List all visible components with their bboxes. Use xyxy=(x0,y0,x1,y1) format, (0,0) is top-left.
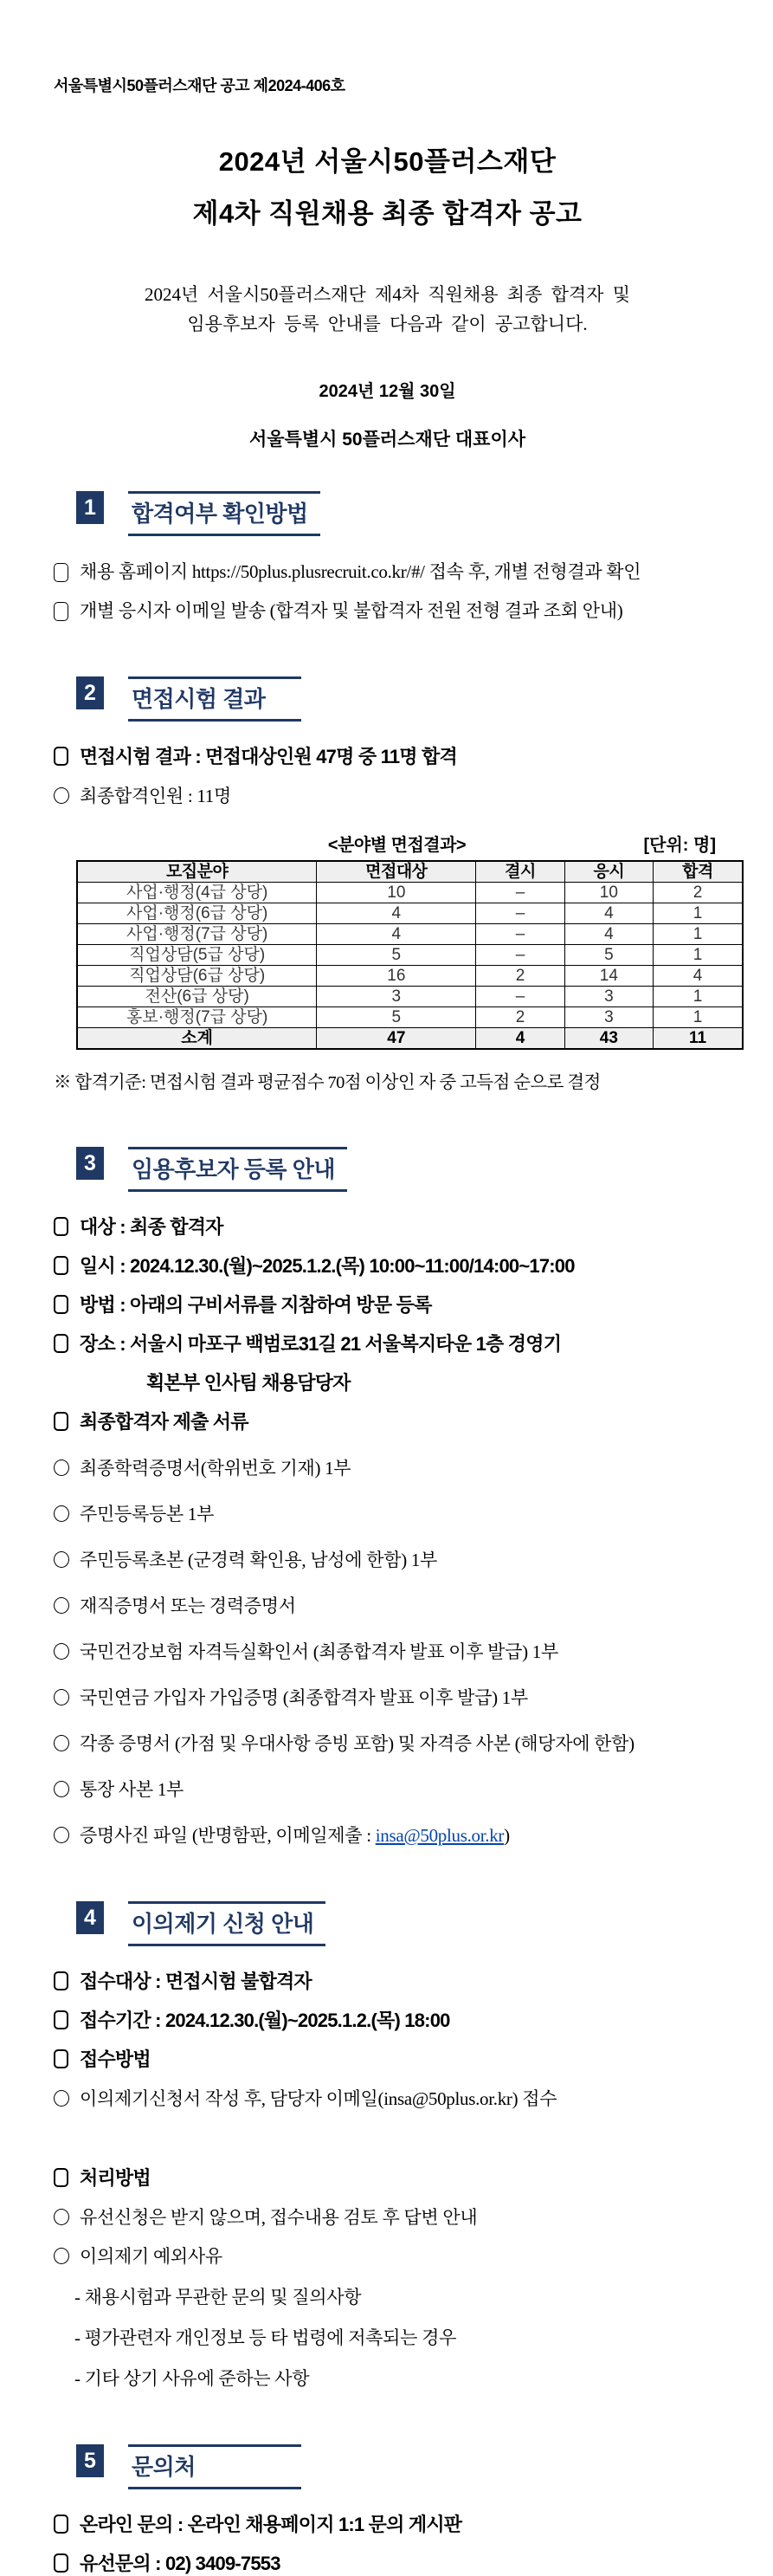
item-text: 이의제기신청서 작성 후, 담당자 이메일(insa@50plus.or.kr) 접수 xyxy=(80,2088,557,2109)
cell: 5 xyxy=(564,945,653,966)
section-header-1 xyxy=(76,491,721,536)
table-row xyxy=(77,924,743,945)
section-title: 합격여부 확인방법 xyxy=(128,491,320,536)
announcement-signer: 서울특별시 50플러스재단 대표이사 xyxy=(248,430,526,450)
document-item xyxy=(54,1640,721,1664)
cell: 사업·행정(7급 상당) xyxy=(77,924,317,945)
column-header: 면접대상 xyxy=(317,861,476,883)
photo-file-item xyxy=(54,1823,721,1848)
item-text: 유선신청은 받지 않으며, 접수내용 검토 후 답변 안내 xyxy=(80,2207,478,2228)
cell: 2 xyxy=(476,1007,564,1028)
document-item xyxy=(54,1686,721,1710)
checkbox-bullet-icon xyxy=(54,2049,68,2068)
online-inquiry-item xyxy=(54,2513,721,2537)
cell: 10 xyxy=(564,883,653,903)
circle-bullet-icon xyxy=(54,2248,69,2264)
table-row xyxy=(77,903,743,924)
column-header: 응시 xyxy=(564,861,653,883)
cell: 4 xyxy=(317,924,476,945)
document-item xyxy=(54,1777,721,1802)
item-text: 온라인 문의 : 온라인 채용페이지 1:1 문의 게시판 xyxy=(80,2514,462,2535)
table-row xyxy=(77,987,743,1007)
table-unit-label: [단위: 명] xyxy=(643,836,716,855)
item-text: 최종합격자 제출 서류 xyxy=(80,1411,248,1433)
checkbox-bullet-icon xyxy=(54,1971,68,1990)
item-text: 채용 홈페이지 https://50plus.plusrecruit.co.kr/#/ 접속 후, 개별 전형결과 확인 xyxy=(80,561,641,582)
list-item xyxy=(54,2244,721,2269)
cell: 사업·행정(6급 상당) xyxy=(77,903,317,924)
circle-bullet-icon xyxy=(54,1505,69,1522)
item-text: 일시 : 2024.12.30.(월)~2025.1.2.(목) 10:00~11:00/14:00~17:00 xyxy=(80,1255,575,1277)
phone-inquiry-item xyxy=(54,2552,721,2576)
table-header-row xyxy=(77,861,743,883)
circle-bullet-icon xyxy=(54,2090,69,2107)
section-number-badge: 4 xyxy=(76,1901,104,1934)
cell: 4 xyxy=(564,924,653,945)
circle-bullet-icon xyxy=(54,1781,69,1797)
item-text: 재직증명서 또는 경력증명서 xyxy=(80,1595,296,1616)
document-title-line2: 제4차 직원채용 최종 합격자 공고 xyxy=(192,198,583,229)
circle-bullet-icon xyxy=(54,2209,69,2225)
cell: 3 xyxy=(564,1007,653,1028)
list-item xyxy=(54,1215,721,1239)
cell: 직업상담(6급 상당) xyxy=(77,966,317,987)
notice-number: 서울특별시50플러스재단 공고 제2024-406호 xyxy=(54,77,345,94)
checkbox-bullet-icon xyxy=(54,2515,68,2534)
email-link[interactable]: insa@50plus.or.kr xyxy=(375,1825,505,1846)
list-item xyxy=(54,1293,721,1317)
circle-bullet-icon xyxy=(54,1597,69,1614)
column-header: 합격 xyxy=(654,861,743,883)
checkbox-bullet-icon xyxy=(54,602,68,621)
item-text: 접수방법 xyxy=(80,2049,151,2070)
list-item xyxy=(54,2087,721,2111)
table-row xyxy=(77,883,743,903)
cell: – xyxy=(476,945,564,966)
list-item xyxy=(54,1254,721,1278)
section-number-badge: 1 xyxy=(76,491,104,524)
final-count-line xyxy=(54,784,721,808)
cell: 1 xyxy=(654,945,743,966)
table-row xyxy=(77,945,743,966)
cell: 4 xyxy=(564,903,653,924)
cell: 사업·행정(4급 상당) xyxy=(77,883,317,903)
item-text: 국민건강보험 자격득실확인서 (최종합격자 발표 이후 발급) 1부 xyxy=(80,1641,558,1662)
pass-criteria-note: ※ 합격기준: 면접시험 결과 평균점수 70점 이상인 자 중 고득점 순으로 결정 xyxy=(54,1073,601,1092)
item-text xyxy=(80,1823,510,1848)
document-item xyxy=(54,1731,721,1756)
table-subtotal-row xyxy=(77,1028,743,1050)
cell: – xyxy=(476,987,564,1007)
cell: 2 xyxy=(476,966,564,987)
checkbox-bullet-icon xyxy=(54,2010,68,2029)
document-item xyxy=(54,1548,721,1572)
circle-bullet-icon xyxy=(54,1735,69,1751)
cell: 1 xyxy=(654,987,743,1007)
cell: 5 xyxy=(317,1007,476,1028)
checkbox-bullet-icon xyxy=(54,1412,68,1431)
table-caption-row xyxy=(76,831,718,853)
document-title-line1: 2024년 서울시50플러스재단 xyxy=(218,146,557,177)
list-item xyxy=(54,2205,721,2230)
column-header: 결시 xyxy=(476,861,564,883)
cell: – xyxy=(476,903,564,924)
place-second-line: 획본부 인사팀 채용담당자 xyxy=(146,1372,351,1394)
cell: 전산(6급 상당) xyxy=(77,987,317,1007)
list-item xyxy=(54,2048,721,2072)
cell: 14 xyxy=(564,966,653,987)
cell: 1 xyxy=(654,924,743,945)
table-row xyxy=(77,1007,743,1028)
cell: 4 xyxy=(317,903,476,924)
list-item xyxy=(54,560,721,584)
section-title: 면접시험 결과 xyxy=(128,676,301,722)
item-text: 최종합격인원 : 11명 xyxy=(80,786,231,806)
cell: 직업상담(5급 상당) xyxy=(77,945,317,966)
list-item xyxy=(54,599,721,623)
cell: 홍보·행정(7급 상당) xyxy=(77,1007,317,1028)
photo-text-suffix: ) xyxy=(504,1825,510,1846)
section-title: 문의처 xyxy=(128,2444,301,2489)
item-text: 접수대상 : 면접시험 불합격자 xyxy=(80,1971,312,1992)
circle-bullet-icon xyxy=(54,787,69,804)
section-header-5 xyxy=(76,2444,721,2489)
item-text: 이의제기 예외사유 xyxy=(80,2246,222,2267)
item-text: 처리방법 xyxy=(80,2167,151,2189)
section-title: 임용후보자 등록 안내 xyxy=(128,1147,347,1192)
list-item xyxy=(54,1410,721,1434)
cell: 10 xyxy=(317,883,476,903)
intro-line1: 2024년 서울시50플러스재단 제4차 직원채용 최종 합격자 및 xyxy=(144,284,630,305)
cell: 1 xyxy=(654,1007,743,1028)
document-title xyxy=(54,136,721,240)
item-text: 최종학력증명서(학위번호 기재) 1부 xyxy=(80,1458,351,1479)
cell: 1 xyxy=(654,903,743,924)
item-text: 접수기간 : 2024.12.30.(월)~2025.1.2.(목) 18:00 xyxy=(80,2010,450,2031)
section-title: 이의제기 신청 안내 xyxy=(128,1901,325,1946)
circle-bullet-icon xyxy=(54,1689,69,1705)
checkbox-bullet-icon xyxy=(54,1334,68,1353)
intro-line2: 임용후보자 등록 안내를 다음과 같이 공고합니다. xyxy=(187,314,588,334)
exception-item: - 평가관련자 개인정보 등 타 법령에 저촉되는 경우 xyxy=(74,2327,457,2348)
item-text: 국민연금 가입자 가입증명 (최종합격자 발표 이후 발급) 1부 xyxy=(80,1687,528,1708)
item-text: 개별 응시자 이메일 발송 (합격자 및 불합격자 전원 전형 결과 조회 안내) xyxy=(80,600,623,621)
circle-bullet-icon xyxy=(54,1643,69,1660)
column-header: 모집분야 xyxy=(77,861,317,883)
interview-result-table xyxy=(76,860,744,1050)
cell: 2 xyxy=(654,883,743,903)
circle-bullet-icon xyxy=(54,1551,69,1568)
list-item xyxy=(54,1970,721,1994)
interview-result-line xyxy=(54,745,721,769)
intro-paragraph xyxy=(54,280,721,339)
item-text: 대상 : 최종 합격자 xyxy=(80,1216,223,1238)
cell: 16 xyxy=(317,966,476,987)
exception-item: - 채용시험과 무관한 문의 및 질의사항 xyxy=(74,2287,362,2307)
document-item xyxy=(54,1456,721,1480)
cell: 3 xyxy=(564,987,653,1007)
item-text: 주민등록초본 (군경력 확인용, 남성에 한함) 1부 xyxy=(80,1550,438,1570)
document-item xyxy=(54,1502,721,1526)
item-text: 면접시험 결과 : 면접대상인원 47명 중 11명 합격 xyxy=(80,746,457,767)
item-text: 주민등록등본 1부 xyxy=(80,1504,215,1524)
item-text: 장소 : 서울시 마포구 백범로31길 21 서울복지타운 1층 경영기 xyxy=(80,1333,562,1355)
photo-text-prefix: 증명사진 파일 (반명함판, 이메일제출 : xyxy=(80,1825,376,1846)
announcement-date: 2024년 12월 30일 xyxy=(319,382,456,401)
checkbox-bullet-icon xyxy=(54,1217,68,1236)
list-item xyxy=(54,2009,721,2033)
cell: 43 xyxy=(564,1028,653,1050)
cell: 47 xyxy=(317,1028,476,1050)
cell: 3 xyxy=(317,987,476,1007)
section-number-badge: 2 xyxy=(76,676,104,709)
checkbox-bullet-icon xyxy=(54,2553,68,2573)
circle-bullet-icon xyxy=(54,1827,69,1843)
section-header-3 xyxy=(76,1147,721,1192)
section-header-4 xyxy=(76,1901,721,1946)
checkbox-bullet-icon xyxy=(54,1256,68,1275)
checkbox-bullet-icon xyxy=(54,1295,68,1314)
cell: 소계 xyxy=(77,1028,317,1050)
cell: 5 xyxy=(317,945,476,966)
table-caption: <분야별 면접결과> xyxy=(327,836,467,855)
item-text: 각종 증명서 (가점 및 우대사항 증빙 포함) 및 자격증 사본 (해당자에 한함) xyxy=(80,1733,635,1754)
item-text: 방법 : 아래의 구비서류를 지참하여 방문 등록 xyxy=(80,1294,432,1316)
section-header-2 xyxy=(76,676,721,722)
list-item xyxy=(54,2166,721,2191)
list-item xyxy=(54,1332,721,1356)
cell: – xyxy=(476,883,564,903)
cell: 4 xyxy=(654,966,743,987)
checkbox-bullet-icon xyxy=(54,2168,68,2187)
circle-bullet-icon xyxy=(54,1460,69,1476)
section-number-badge: 3 xyxy=(76,1147,104,1180)
item-text: 유선문의 : 02) 3409-7553 xyxy=(80,2553,280,2574)
checkbox-bullet-icon xyxy=(54,747,68,766)
cell: – xyxy=(476,924,564,945)
cell: 11 xyxy=(654,1028,743,1050)
exception-item: - 기타 상기 사유에 준하는 사항 xyxy=(74,2368,310,2389)
cell: 4 xyxy=(476,1028,564,1050)
item-text: 통장 사본 1부 xyxy=(80,1779,184,1800)
document-item xyxy=(54,1594,721,1618)
section-number-badge: 5 xyxy=(76,2444,104,2477)
checkbox-bullet-icon xyxy=(54,563,68,582)
table-row xyxy=(77,966,743,987)
